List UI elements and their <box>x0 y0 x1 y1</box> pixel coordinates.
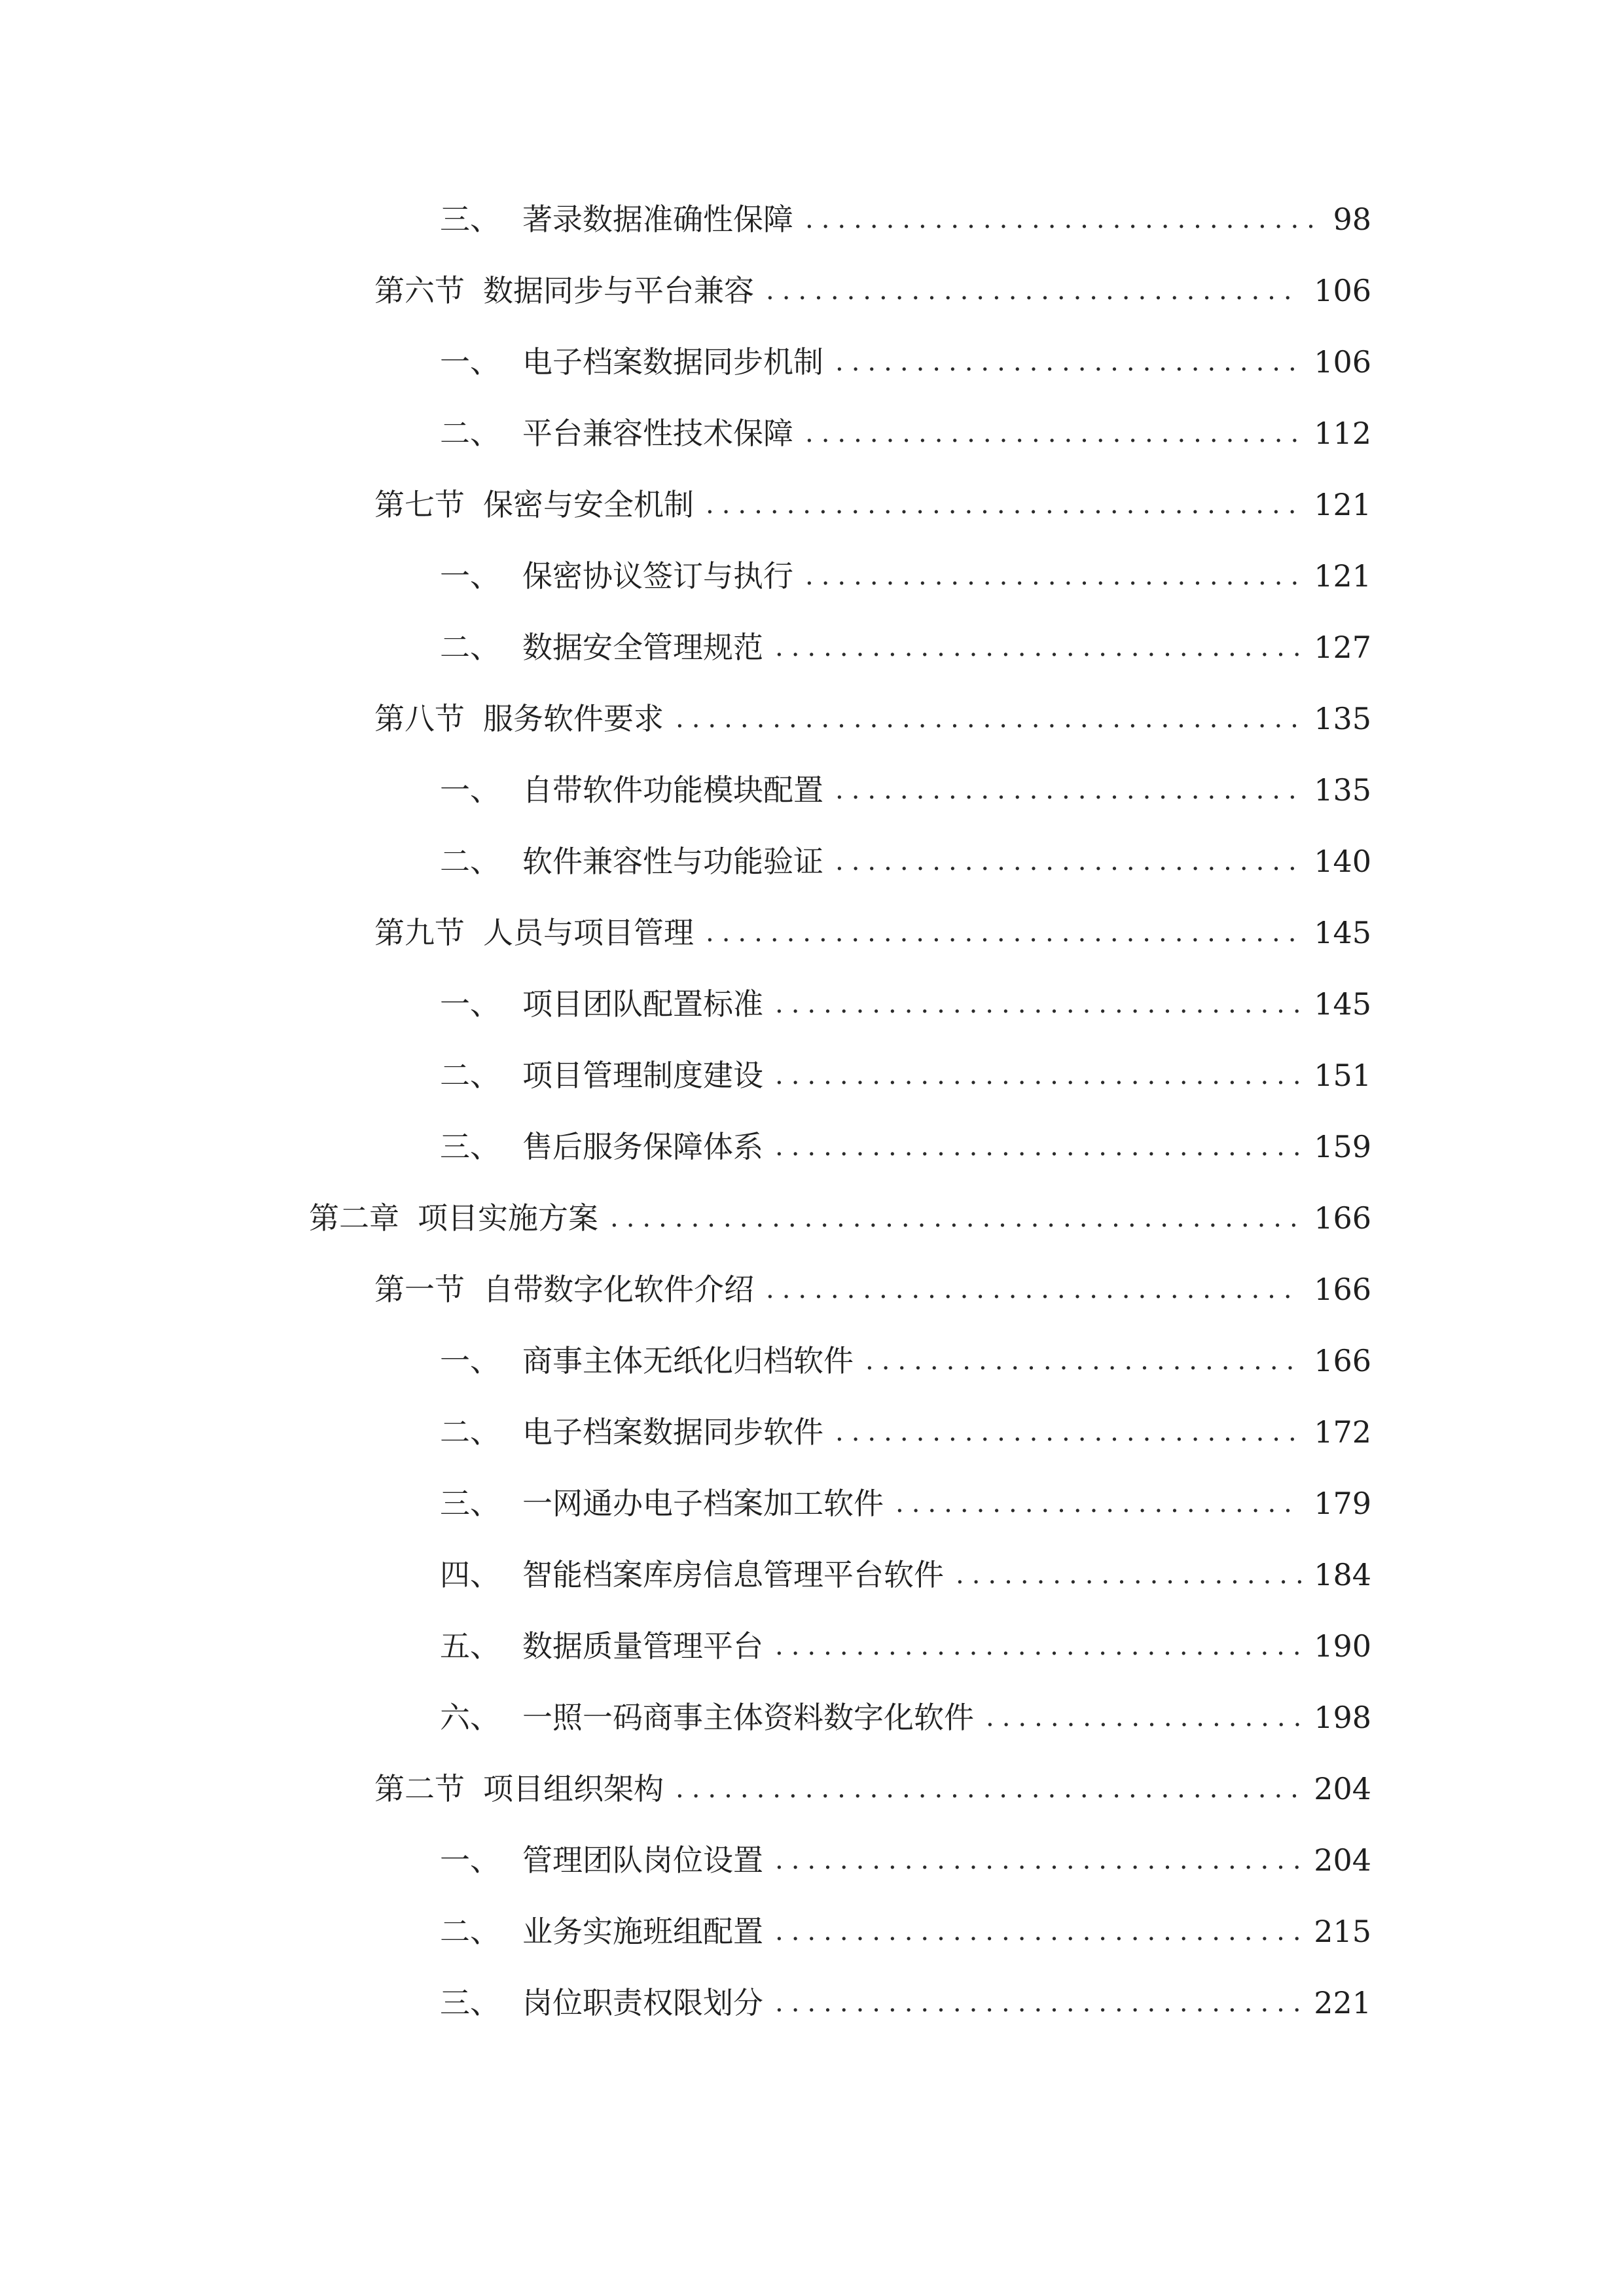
toc-entry-label <box>440 981 763 1027</box>
dot-leader <box>775 1980 1302 2026</box>
toc-entry-title: 数据安全管理规范 <box>522 630 763 665</box>
toc-entry[interactable] <box>440 1124 1371 1170</box>
toc-entry-title: 管理团队岗位设置 <box>522 1842 763 1878</box>
toc-entry[interactable] <box>374 482 1371 528</box>
toc-entry-title: 数据同步与平台兼容 <box>483 273 754 308</box>
toc-entry-number: 第一节 <box>374 1272 465 1307</box>
toc-entry[interactable] <box>440 1909 1371 1954</box>
toc-entry-title: 保密与安全机制 <box>483 487 694 522</box>
toc-entry-page: 121 <box>1314 558 1371 594</box>
toc-entry-title: 一网通办电子档案加工软件 <box>522 1486 884 1521</box>
toc-entry-page: 106 <box>1314 344 1371 380</box>
toc-entry[interactable] <box>374 1266 1371 1312</box>
dot-leader <box>835 838 1302 884</box>
toc-entry-page: 166 <box>1314 1272 1371 1307</box>
toc-entry-page: 135 <box>1314 701 1371 736</box>
dot-leader <box>676 1766 1302 1812</box>
toc-entry[interactable] <box>440 339 1371 385</box>
toc-entry-title: 著录数据准确性保障 <box>522 202 793 237</box>
toc-entry-page: 106 <box>1314 273 1371 308</box>
toc-entry-label <box>440 410 793 456</box>
toc-entry-label <box>440 1837 763 1883</box>
toc-entry[interactable] <box>374 910 1371 956</box>
toc-entry-title: 项目组织架构 <box>483 1771 664 1806</box>
toc-entry-title: 岗位职责权限划分 <box>522 1985 763 2020</box>
toc-entry-label <box>374 910 694 956</box>
toc-entry-title: 电子档案数据同步软件 <box>522 1414 823 1450</box>
toc-entry-label <box>440 339 823 385</box>
toc-entry-title: 自带软件功能模块配置 <box>522 772 823 808</box>
toc-entry-label <box>440 196 793 242</box>
toc-entry-number: 一、 <box>440 1343 500 1378</box>
toc-entry-label <box>440 767 823 813</box>
toc-entry-label <box>440 1695 974 1740</box>
toc-entry-title: 保密协议签订与执行 <box>522 558 793 594</box>
toc-entry-number: 二、 <box>440 1414 500 1450</box>
toc-entry-label <box>440 1480 884 1526</box>
toc-entry-label <box>440 553 793 599</box>
toc-entry[interactable] <box>440 1552 1371 1598</box>
toc-entry-number: 第七节 <box>374 487 465 522</box>
toc-entry-page: 215 <box>1314 1914 1371 1949</box>
dot-leader <box>610 1195 1302 1241</box>
toc-entry-page: 179 <box>1314 1486 1371 1521</box>
toc-entry-title: 平台兼容性技术保障 <box>522 416 793 451</box>
toc-entry-label <box>440 624 763 670</box>
toc-entry[interactable] <box>440 1052 1371 1098</box>
toc-entry[interactable] <box>440 838 1371 884</box>
toc-entry[interactable] <box>374 268 1371 314</box>
toc-entry-title: 电子档案数据同步机制 <box>522 344 823 380</box>
toc-entry-title: 服务软件要求 <box>483 701 664 736</box>
toc-entry-title: 人员与项目管理 <box>483 915 694 950</box>
toc-entry[interactable] <box>440 1980 1371 2026</box>
toc-entry-label <box>374 268 754 314</box>
toc-entry-label <box>374 482 694 528</box>
dot-leader <box>986 1695 1302 1740</box>
toc-entry[interactable] <box>440 1409 1371 1455</box>
toc-entry-number: 二、 <box>440 1058 500 1093</box>
toc-entry-page: 190 <box>1314 1628 1371 1664</box>
toc-entry-number: 三、 <box>440 1985 500 2020</box>
toc-entry[interactable] <box>440 1837 1371 1883</box>
toc-entry-page: 98 <box>1333 202 1371 237</box>
toc-entry-number: 二、 <box>440 1914 500 1949</box>
toc-entry[interactable] <box>440 553 1371 599</box>
dot-leader <box>766 1266 1302 1312</box>
toc-entry[interactable] <box>374 1766 1371 1812</box>
toc-entry-label <box>440 1623 763 1669</box>
toc-entry-page: 151 <box>1314 1058 1371 1093</box>
toc-entry-label <box>440 1338 854 1384</box>
dot-leader <box>775 981 1302 1027</box>
toc-entry[interactable] <box>440 410 1371 456</box>
toc-entry-number: 一、 <box>440 1842 500 1878</box>
toc-entry-number: 第六节 <box>374 273 465 308</box>
dot-leader <box>775 1623 1302 1669</box>
toc-entry-label <box>440 838 823 884</box>
toc-entry-number: 二、 <box>440 630 500 665</box>
toc-entry-title: 智能档案库房信息管理平台软件 <box>522 1557 944 1592</box>
toc-entry[interactable] <box>374 696 1371 742</box>
dot-leader <box>775 1837 1302 1883</box>
dot-leader <box>835 339 1302 385</box>
dot-leader <box>775 1909 1302 1954</box>
toc-entry[interactable] <box>440 1695 1371 1740</box>
toc-entry-title: 项目团队配置标准 <box>522 986 763 1022</box>
dot-leader <box>865 1338 1302 1384</box>
dot-leader <box>895 1480 1302 1526</box>
toc-entry[interactable] <box>440 1623 1371 1669</box>
toc-entry-number: 二、 <box>440 844 500 879</box>
dot-leader <box>775 1124 1302 1170</box>
dot-leader <box>706 482 1302 528</box>
toc-entry-number: 第九节 <box>374 915 465 950</box>
toc-entry-title: 业务实施班组配置 <box>522 1914 763 1949</box>
toc-entry-label <box>440 1124 763 1170</box>
toc-entry-page: 121 <box>1314 487 1371 522</box>
dot-leader <box>805 410 1302 456</box>
toc-entry-number: 一、 <box>440 344 500 380</box>
toc-entry-number: 第二节 <box>374 1771 465 1806</box>
toc-entry-label <box>440 1409 823 1455</box>
toc-entry-page: 159 <box>1314 1129 1371 1164</box>
toc-entry-number: 二、 <box>440 416 500 451</box>
toc-entry-number: 一、 <box>440 558 500 594</box>
toc-entry-page: 127 <box>1314 630 1371 665</box>
toc-entry-number: 三、 <box>440 1129 500 1164</box>
toc-entry-number: 一、 <box>440 986 500 1022</box>
toc-entry-label <box>440 1052 763 1098</box>
toc-entry-page: 166 <box>1314 1343 1371 1378</box>
dot-leader <box>676 696 1302 742</box>
toc-entry-page: 172 <box>1314 1414 1371 1450</box>
toc-entry-number: 三、 <box>440 1486 500 1521</box>
toc-entry-label <box>440 1552 944 1598</box>
toc-entry-title: 数据质量管理平台 <box>522 1628 763 1664</box>
toc-entry-page: 198 <box>1314 1700 1371 1735</box>
toc-entry-label <box>374 1266 754 1312</box>
toc-entry-page: 221 <box>1314 1985 1371 2020</box>
dot-leader <box>775 624 1302 670</box>
toc-entry-number: 四、 <box>440 1557 500 1592</box>
toc-entry[interactable] <box>440 767 1371 813</box>
toc-entry-number: 第八节 <box>374 701 465 736</box>
toc-entry[interactable] <box>440 1480 1371 1526</box>
toc-entry-page: 140 <box>1314 844 1371 879</box>
toc-entry[interactable] <box>440 196 1371 242</box>
toc-entry-page: 204 <box>1314 1771 1371 1806</box>
toc-entry-title: 一照一码商事主体资料数字化软件 <box>522 1700 974 1735</box>
toc-entry-page: 184 <box>1314 1557 1371 1592</box>
toc-entry-title: 商事主体无纸化归档软件 <box>522 1343 854 1378</box>
toc-entry-number: 六、 <box>440 1700 500 1735</box>
toc-entry[interactable] <box>440 1338 1371 1384</box>
toc-entry-page: 135 <box>1314 772 1371 808</box>
toc-entry-page: 166 <box>1314 1200 1371 1236</box>
toc-entry-number: 一、 <box>440 772 500 808</box>
toc-entry-number: 第二章 <box>309 1200 399 1236</box>
dot-leader <box>775 1052 1302 1098</box>
toc-entry[interactable] <box>440 981 1371 1027</box>
toc-entry-page: 112 <box>1314 416 1371 451</box>
dot-leader <box>835 767 1302 813</box>
toc-entry-page: 204 <box>1314 1842 1371 1878</box>
toc-entry[interactable] <box>440 624 1371 670</box>
toc-entry-page: 145 <box>1314 986 1371 1022</box>
toc-entry-number: 三、 <box>440 202 500 237</box>
dot-leader <box>835 1409 1302 1455</box>
toc-entry-title: 项目管理制度建设 <box>522 1058 763 1093</box>
toc-entry-number: 五、 <box>440 1628 500 1664</box>
toc-entry-label <box>309 1195 598 1241</box>
toc-entry-label <box>374 1766 664 1812</box>
dot-leader <box>805 196 1314 242</box>
toc-entry-title: 项目实施方案 <box>418 1200 598 1236</box>
toc-entry[interactable] <box>309 1195 1371 1241</box>
toc-entry-title: 软件兼容性与功能验证 <box>522 844 823 879</box>
dot-leader <box>706 910 1302 956</box>
toc-entry-label <box>440 1909 763 1954</box>
toc-entry-label <box>374 696 664 742</box>
dot-leader <box>805 553 1302 599</box>
dot-leader <box>766 268 1302 314</box>
toc-entry-page: 145 <box>1314 915 1371 950</box>
toc-entry-title: 自带数字化软件介绍 <box>483 1272 754 1307</box>
dot-leader <box>956 1552 1302 1598</box>
toc-entry-title: 售后服务保障体系 <box>522 1129 763 1164</box>
toc-entry-label <box>440 1980 763 2026</box>
